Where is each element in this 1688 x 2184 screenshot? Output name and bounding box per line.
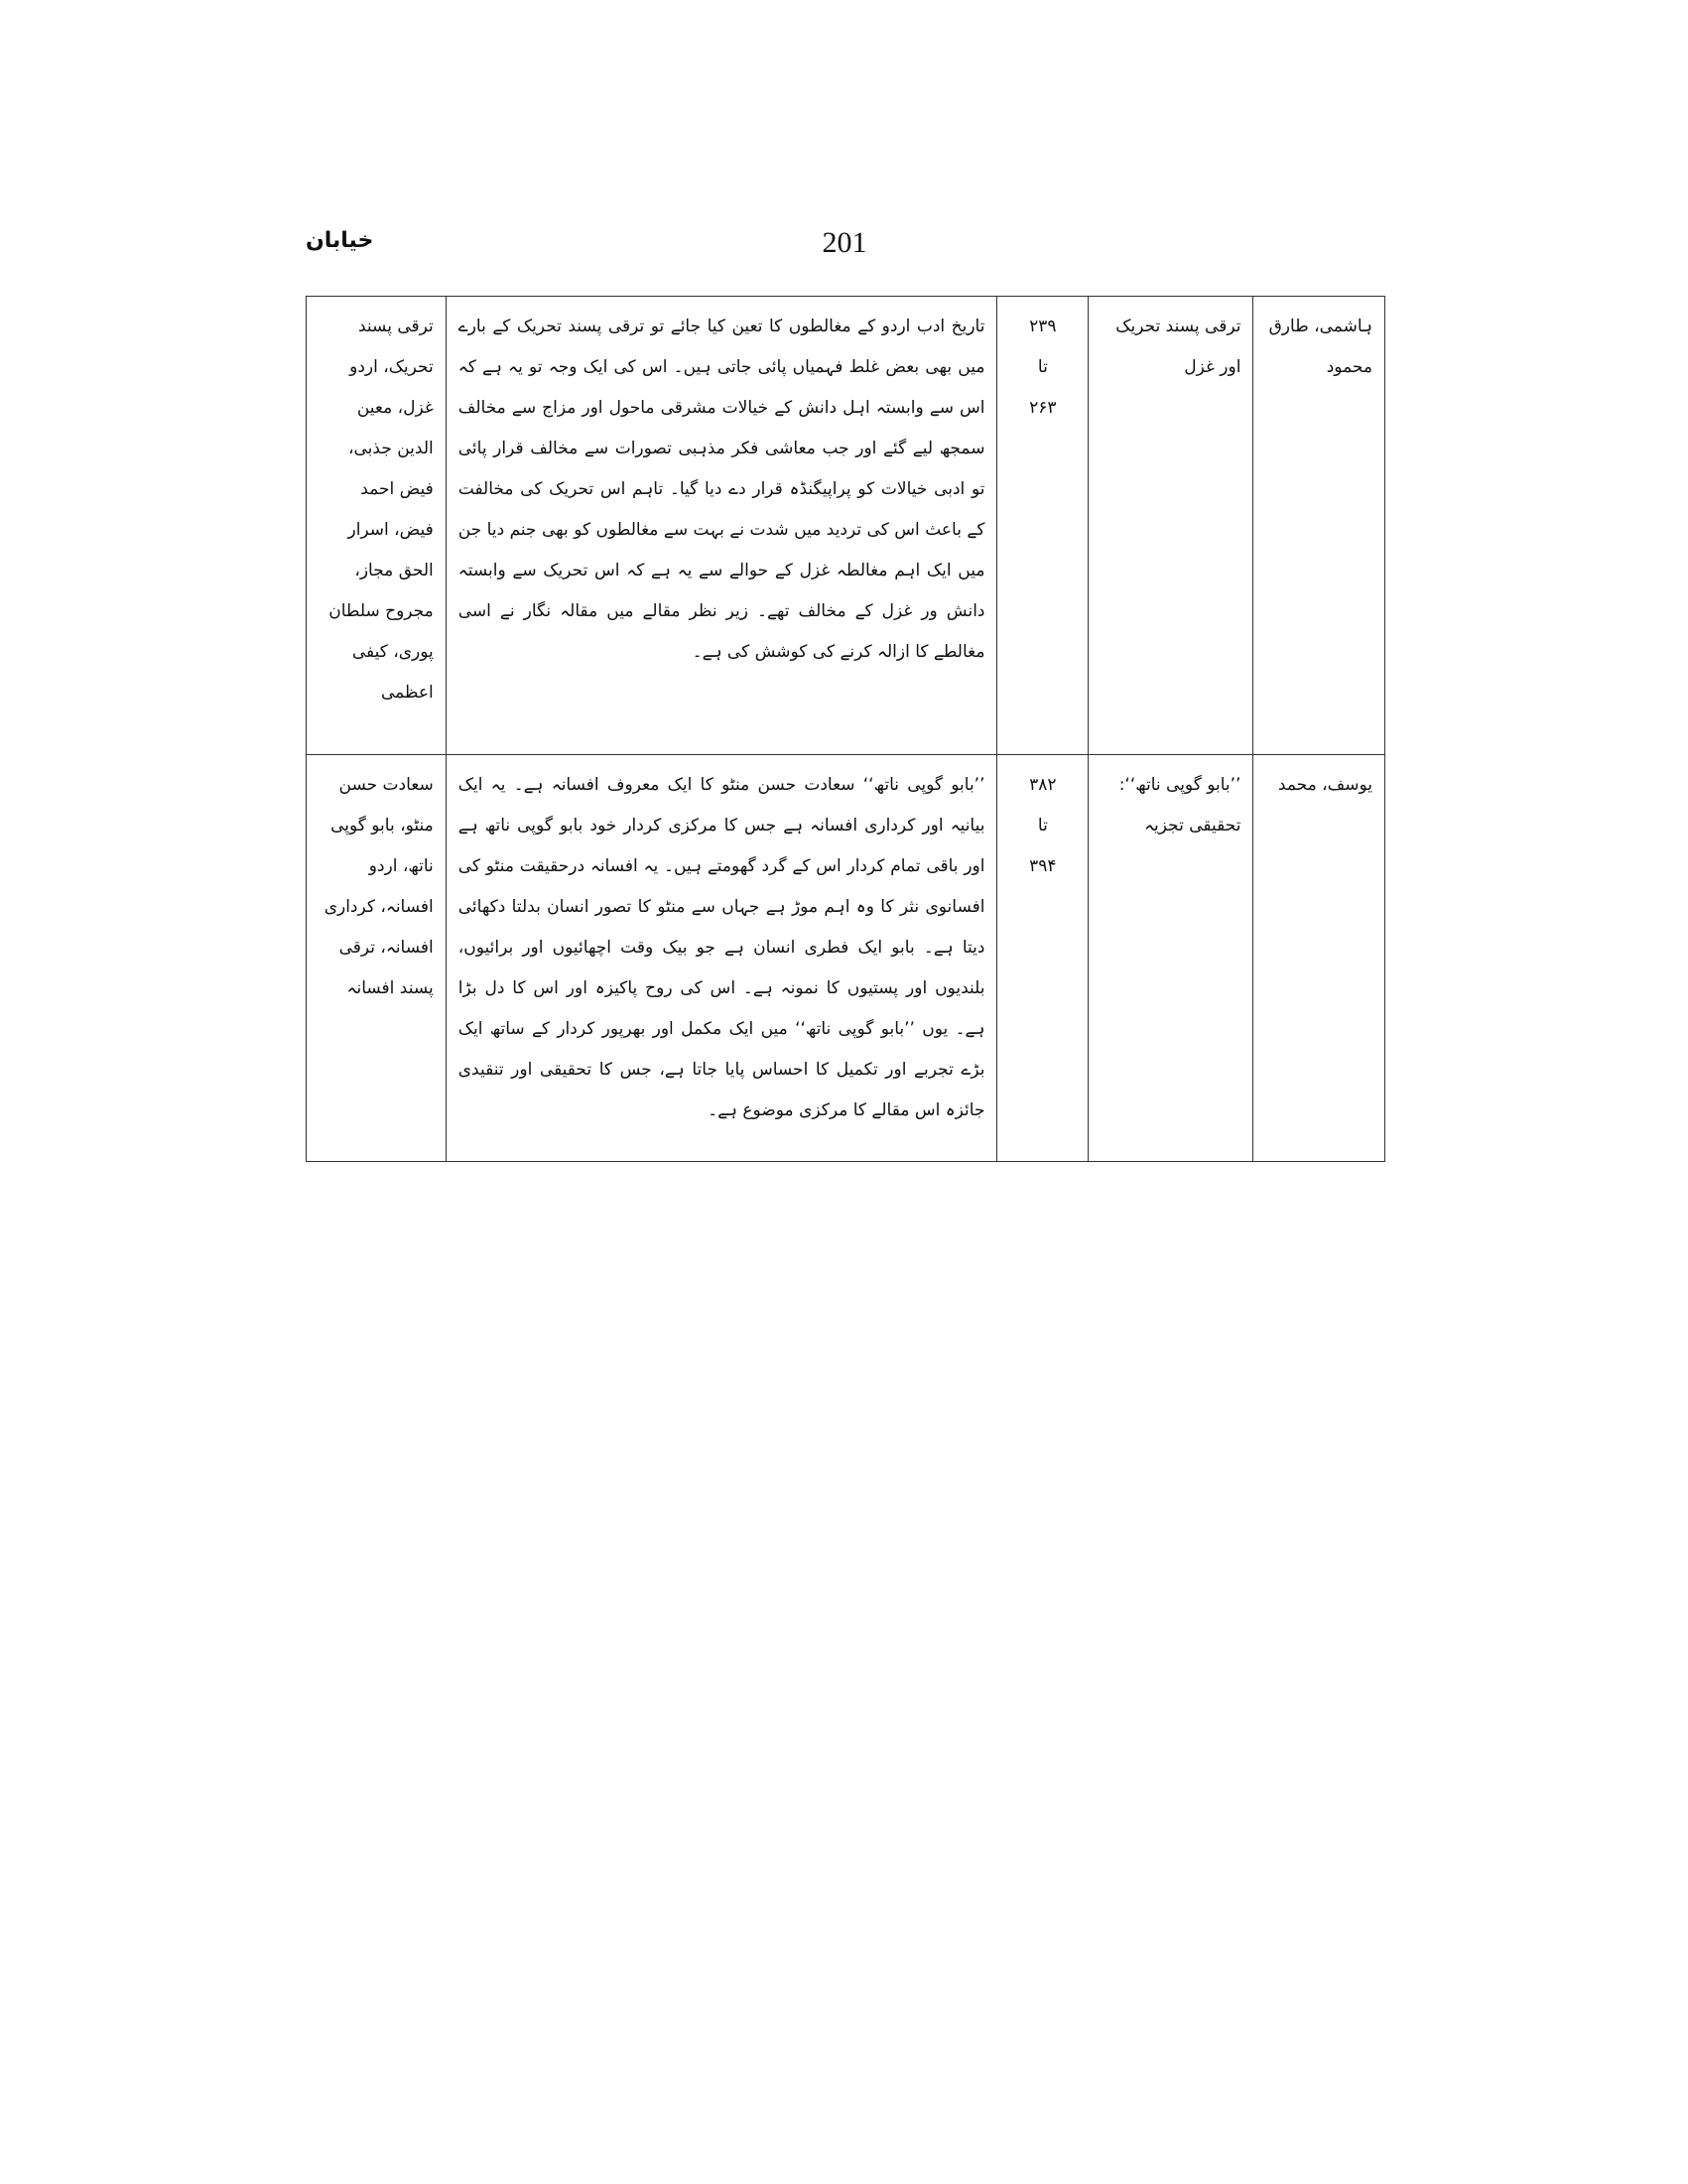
author-cell: یوسف، محمد	[1253, 755, 1385, 1162]
pages-start: ۳۸۲	[1029, 775, 1057, 795]
page-number: 201	[822, 226, 867, 259]
journal-name: خیابان	[306, 228, 374, 253]
keywords-cell: سعادت حسن منٹو، بابو گوپی ناتھ، اردو افسانہ، کرداری افسانہ، ترقی پسند افسانہ	[307, 755, 447, 1162]
index-table	[306, 296, 1385, 1162]
title-cell: ترقی پسند تحریک اور غزل	[1089, 297, 1253, 755]
table-row	[307, 297, 1385, 755]
table-row	[307, 755, 1385, 1162]
pages-cell	[997, 297, 1089, 755]
pages-cell	[997, 755, 1089, 1162]
pages-end: ۳۹۴	[1029, 856, 1057, 876]
pages-end: ۲۶۳	[1029, 398, 1057, 418]
pages-separator: تا	[1037, 357, 1048, 377]
abstract-cell: ’’بابو گوپی ناتھ‘‘ سعادت حسن منٹو کا ایک معروف افسانہ ہے۔ یہ ایک بیانیہ اور کرداری افسانہ ہے جس کا مرکزی کردار خود بابو گوپی ناتھ ہے اور باقی تمام کردار اس کے گرد گھومتے ہیں۔ یہ افسانہ درحقیقت منٹو کی افسانوی نثر کا وہ اہم موڑ ہے جہاں سے منٹو کا تصور انسان بدلتا دکھائی دیتا ہے۔ بابو ایک فطری انسان ہے جو بیک وقت اچھائیوں اور برائیوں، بلندیوں اور پستیوں کا نمونہ ہے۔ اس کی روح پاکیزہ اور اس کا دل بڑا ہے۔ یوں ’’بابو گوپی ناتھ‘‘ میں ایک مکمل اور بھرپور کردار کے ساتھ ایک بڑے تجربے اور تکمیل کا احساس پایا جاتا ہے، جس کا تحقیقی اور تنقیدی جائزہ اس مقالے کا مرکزی موضوع ہے۔	[446, 755, 997, 1162]
pages-start: ۲۳۹	[1029, 317, 1057, 336]
title-cell: ’’بابو گوپی ناتھ‘‘: تحقیقی تجزیہ	[1089, 755, 1253, 1162]
page-header	[306, 226, 1383, 270]
abstract-cell: تاریخ ادب اردو کے مغالطوں کا تعین کیا جائے تو ترقی پسند تحریک کے بارے میں بھی بعض غلط فہمیاں پائی جاتی ہیں۔ اس کی ایک وجہ تو یہ ہے کہ اس سے وابستہ اہل دانش کے خیالات مشرقی ماحول اور مزاج سے مخالف سمجھ لیے گئے اور جب معاشی فکر مذہبی تصورات سے مخالف قرار پائی تو ادبی خیالات کو پراپیگنڈہ قرار دے دیا گیا۔ تاہم اس تحریک کی مخالفت کے باعث اس کی تردید میں شدت نے بہت سے مغالطوں کو بھی جنم دیا جن میں ایک اہم مغالطہ غزل کے حوالے سے یہ ہے کہ اس تحریک سے وابستہ دانش ور غزل کے مخالف تھے۔ زیر نظر مقالے میں مقالہ نگار نے اسی مغالطے کا ازالہ کرنے کی کوشش کی ہے۔	[446, 297, 997, 755]
author-cell: ہاشمی، طارق محمود	[1253, 297, 1385, 755]
keywords-cell: ترقی پسند تحریک، اردو غزل، معین الدین جذبی، فیض احمد فیض، اسرار الحق مجاز، مجروح سلطان پوری، کیفی اعظمی	[307, 297, 447, 755]
pages-separator: تا	[1037, 816, 1048, 835]
